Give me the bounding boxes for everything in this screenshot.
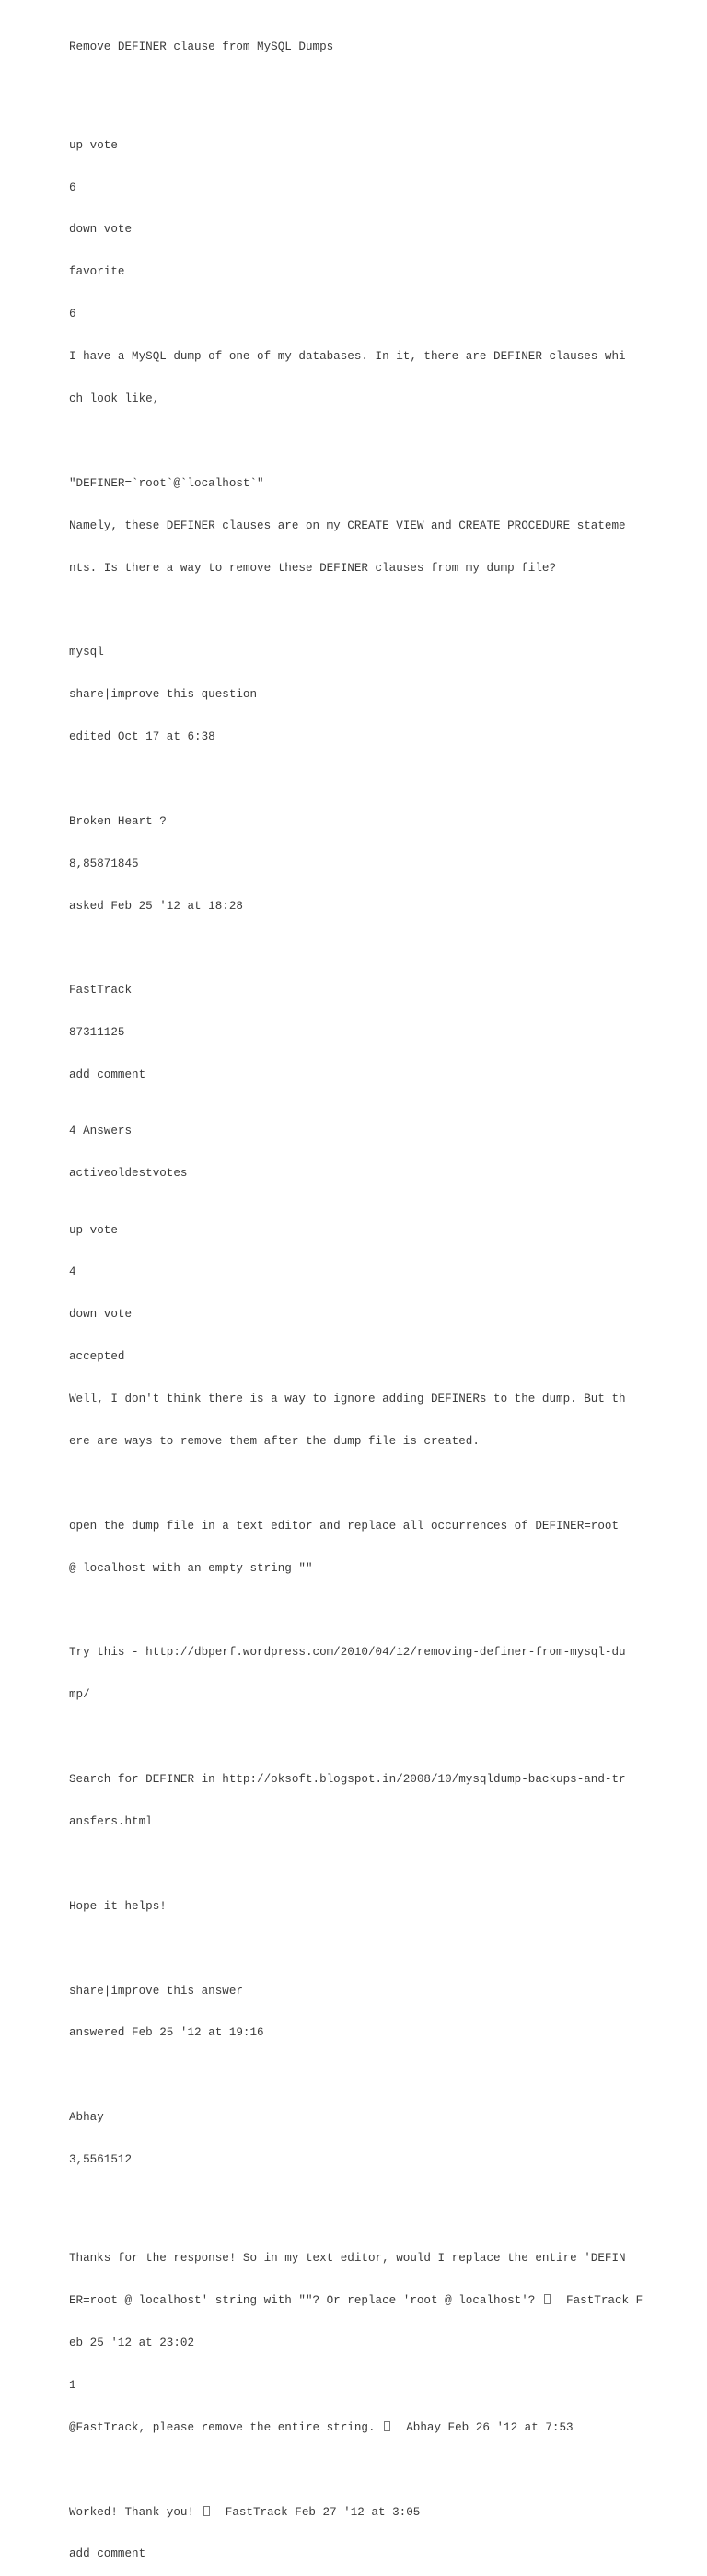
- spacer: [69, 773, 621, 787]
- answer-add-comment-link[interactable]: add comment: [69, 2547, 146, 2561]
- question-add-comment-link[interactable]: add comment: [69, 1068, 146, 1082]
- answer-author-reputation: 3,5561512: [69, 2153, 133, 2167]
- answers-count-heading: 4 Answers: [69, 1125, 133, 1138]
- answer-link-dbperf-cont[interactable]: mp/: [69, 1688, 90, 1702]
- spacer: [69, 942, 621, 956]
- spacer: [69, 1858, 621, 1871]
- question-vote-count: 6: [69, 181, 76, 194]
- editor-reputation: 8,85871845: [69, 857, 139, 870]
- comment-text: @FastTrack, please remove the entire string.: [69, 2420, 383, 2434]
- spacer: [69, 1731, 621, 1744]
- answer-body-line: Well, I don't think there is a way to ignore adding DEFINERs to the dump. But th: [69, 1393, 626, 1406]
- page-title: Remove DEFINER clause from MySQL Dumps: [69, 40, 334, 53]
- answer-body-line: Hope it helps!: [69, 1899, 167, 1913]
- document-page: [69, 12, 643, 2576]
- missing-glyph-icon: [203, 2506, 210, 2516]
- missing-glyph-icon: [384, 2421, 390, 2431]
- spacer: [69, 2069, 621, 2082]
- answer-author-link[interactable]: Abhay: [69, 2111, 104, 2125]
- question-tag-mysql[interactable]: mysql: [69, 646, 104, 659]
- spacer: [69, 82, 621, 96]
- comment-text: Worked! Thank you!: [69, 2505, 202, 2519]
- answer-downvote-button[interactable]: down vote: [69, 1308, 133, 1322]
- answer-body-line: ere are ways to remove them after the dump file is created.: [69, 1434, 480, 1448]
- question-body-line: I have a MySQL dump of one of my databases. In it, there are DEFINER clauses whi: [69, 350, 626, 364]
- comment-author-link[interactable]: FastTrack Feb 27 '12 at 3:05: [211, 2505, 421, 2519]
- answer-upvote-button[interactable]: up vote: [69, 1223, 118, 1237]
- asker-name-link[interactable]: FastTrack: [69, 984, 133, 997]
- question-edited-link[interactable]: edited Oct 17 at 6:38: [69, 730, 215, 744]
- question-body-line: ch look like,: [69, 392, 160, 406]
- comment-date: eb 25 '12 at 23:02: [69, 2336, 195, 2349]
- comment-text-line: [69, 2294, 643, 2308]
- question-favorite-button[interactable]: favorite: [69, 265, 125, 279]
- answer-vote-count: 4: [69, 1265, 76, 1279]
- comment-text-line: Thanks for the response! So in my text editor, would I replace the entire 'DEFIN: [69, 2252, 626, 2266]
- missing-glyph-icon: [544, 2294, 551, 2304]
- answer-link-dbperf[interactable]: Try this - http://dbperf.wordpress.com/2010/04/12/removing-definer-from-mysql-du: [69, 1646, 626, 1660]
- spacer: [69, 603, 621, 617]
- question-body-line: nts. Is there a way to remove these DEFINER clauses from my dump file?: [69, 561, 557, 575]
- question-code-line: "DEFINER=`root`@`localhost`": [69, 476, 264, 490]
- question-asked-date: asked Feb 25 '12 at 18:28: [69, 899, 243, 913]
- answer-link-oksoft-cont[interactable]: ansfers.html: [69, 1815, 153, 1828]
- comment-text-line: [69, 2506, 621, 2520]
- question-downvote-button[interactable]: down vote: [69, 223, 133, 237]
- comment-text-line: [69, 2421, 621, 2435]
- spacer: [69, 2464, 621, 2477]
- spacer: [69, 1477, 621, 1491]
- question-body-line: Namely, these DEFINER clauses are on my CREATE VIEW and CREATE PROCEDURE stateme: [69, 519, 626, 532]
- question-upvote-button[interactable]: up vote: [69, 138, 118, 152]
- answer-share-improve-link[interactable]: share|improve this answer: [69, 1984, 243, 1998]
- comment-author-link[interactable]: Abhay Feb 26 '12 at 7:53: [392, 2420, 574, 2434]
- editor-name-link[interactable]: Broken Heart ?: [69, 814, 167, 828]
- spacer: [69, 435, 621, 449]
- answer-answered-date: answered Feb 25 '12 at 19:16: [69, 2026, 264, 2040]
- comment-author-link[interactable]: FastTrack F: [551, 2294, 643, 2308]
- comment-vote-count: 1: [69, 2378, 76, 2392]
- answer-body-line: open the dump file in a text editor and replace all occurrences of DEFINER=root: [69, 1519, 620, 1533]
- asker-reputation: 87311125: [69, 1026, 125, 1040]
- answer-link-oksoft[interactable]: Search for DEFINER in http://oksoft.blogspot.in/2008/10/mysqldump-backups-and-tr: [69, 1773, 626, 1787]
- answer-accepted-badge: accepted: [69, 1350, 125, 1364]
- comment-text: ER=root @ localhost' string with ""? Or replace 'root @ localhost'?: [69, 2294, 542, 2308]
- question-share-improve-link[interactable]: share|improve this question: [69, 688, 258, 702]
- spacer: [69, 1604, 621, 1618]
- spacer: [69, 2196, 621, 2209]
- answers-sort-tabs[interactable]: activeoldestvotes: [69, 1167, 188, 1181]
- question-favorite-count: 6: [69, 308, 76, 321]
- spacer: [69, 1942, 621, 1956]
- answer-body-line: @ localhost with an empty string "": [69, 1561, 313, 1575]
